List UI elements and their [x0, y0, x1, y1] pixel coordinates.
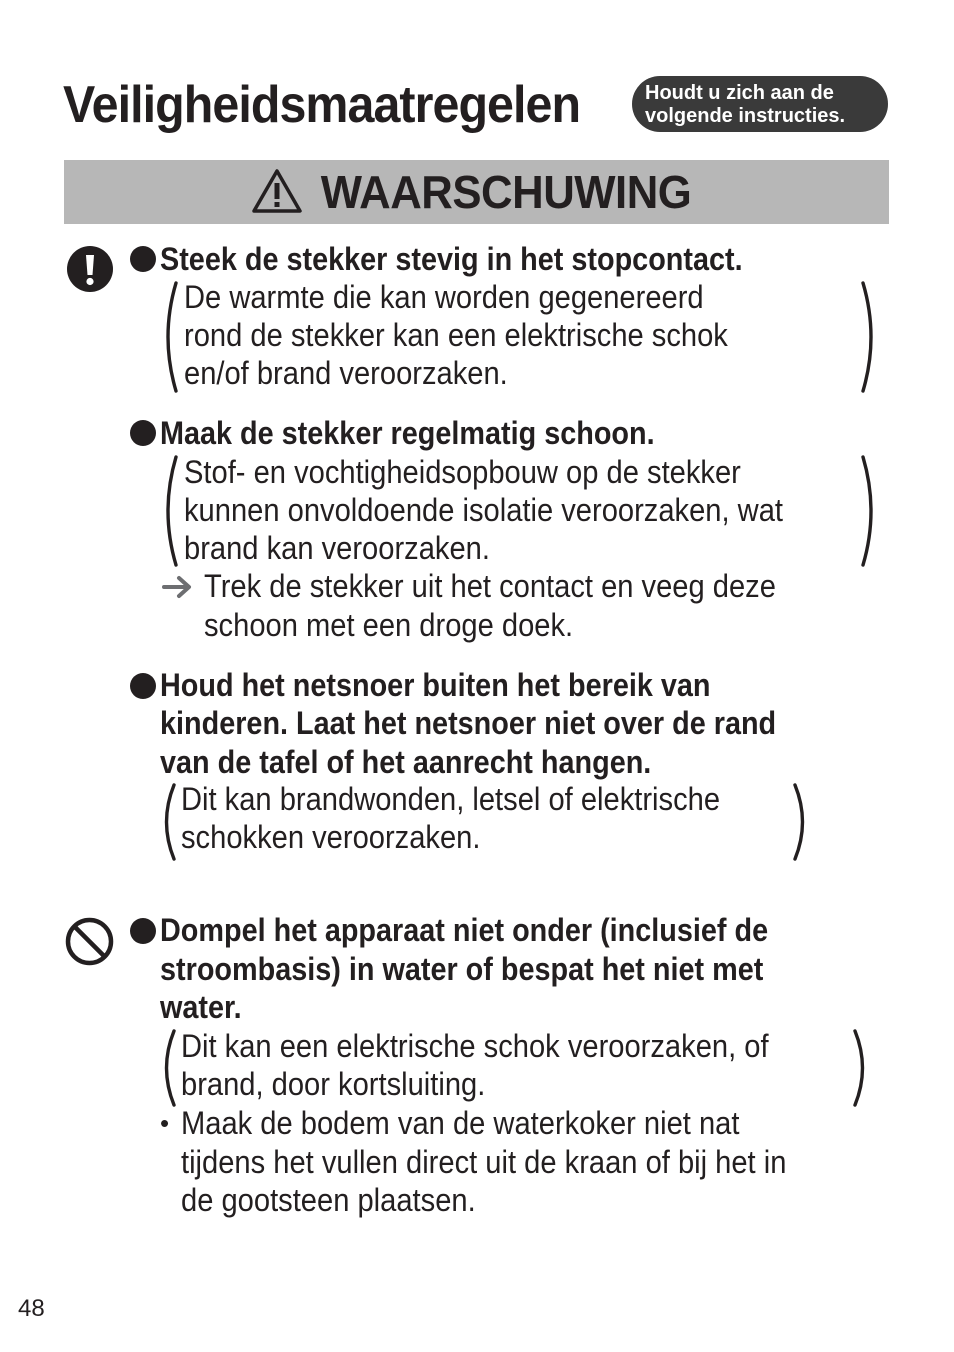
close-parenthesis: [790, 782, 814, 862]
open-parenthesis: [155, 782, 179, 862]
item-4-bullet-line-2: tijdens het vullen direct uit de kraan of bij het in: [181, 1144, 787, 1180]
small-bullet: •: [160, 1108, 170, 1138]
page-title: Veiligheidsmaatregelen: [63, 76, 581, 134]
item-1-note-line-3: en/of brand veroorzaken.: [184, 355, 508, 391]
bullet-dot: [130, 246, 156, 272]
instruction-badge-line-2: volgende instructies.: [645, 105, 846, 127]
instruction-badge: [632, 76, 888, 132]
prohibited-icon: [65, 917, 114, 966]
close-parenthesis: [858, 454, 882, 568]
bullet-dot: [130, 420, 156, 446]
item-4-heading-line-3: water.: [160, 989, 242, 1025]
warning-banner: [64, 160, 889, 224]
exclamation-icon: [66, 245, 114, 293]
item-1-heading: Steek de stekker stevig in het stopcontact.: [160, 241, 743, 277]
item-3-note-line-1: Dit kan brandwonden, letsel of elektrische: [181, 781, 721, 817]
warning-label: WAARSCHUWING: [321, 166, 692, 218]
item-2-note-line-2: kunnen onvoldoende isolatie veroorzaken, wat: [184, 492, 783, 528]
item-3-note-line-2: schokken veroorzaken.: [181, 819, 481, 855]
open-parenthesis: [157, 280, 181, 394]
item-4-note-line-1: Dit kan een elektrische schok veroorzaken, of: [181, 1028, 769, 1064]
item-4-bullet-line-3: de gootsteen plaatsen.: [181, 1182, 476, 1218]
close-parenthesis: [858, 280, 882, 394]
arrow-right-icon: [162, 574, 194, 600]
close-parenthesis: [850, 1028, 874, 1108]
item-2-action-line-2: schoon met een droge doek.: [204, 607, 574, 643]
item-2-action-line-1: Trek de stekker uit het contact en veeg deze: [204, 568, 776, 604]
warning-triangle-icon: [251, 168, 303, 214]
item-3-heading-line-1: Houd het netsnoer buiten het bereik van: [160, 667, 711, 703]
item-4-bullet-line-1: Maak de bodem van de waterkoker niet nat: [181, 1105, 740, 1141]
bullet-dot: [130, 918, 156, 944]
open-parenthesis: [155, 1028, 179, 1108]
page-number: 48: [18, 1295, 45, 1322]
open-parenthesis: [157, 454, 181, 568]
item-4-heading-line-1: Dompel het apparaat niet onder (inclusief de: [160, 912, 769, 948]
item-4-note-line-2: brand, door kortsluiting.: [181, 1066, 486, 1102]
item-2-heading: Maak de stekker regelmatig schoon.: [160, 415, 655, 451]
item-2-note-line-3: brand kan veroorzaken.: [184, 530, 490, 566]
instruction-badge-line-1: Houdt u zich aan de: [645, 82, 834, 104]
item-3-heading-line-2: kinderen. Laat het netsnoer niet over de rand: [160, 705, 777, 741]
item-3-heading-line-3: van de tafel of het aanrecht hangen.: [160, 744, 652, 780]
item-4-heading-line-2: stroombasis) in water of bespat het niet met: [160, 951, 764, 987]
item-2-note-line-1: Stof- en vochtigheidsopbouw op de stekker: [184, 454, 741, 490]
item-1-note-line-2: rond de stekker kan een elektrische schok: [184, 317, 728, 353]
item-1-note-line-1: De warmte die kan worden gegenereerd: [184, 279, 704, 315]
bullet-dot: [130, 673, 156, 699]
